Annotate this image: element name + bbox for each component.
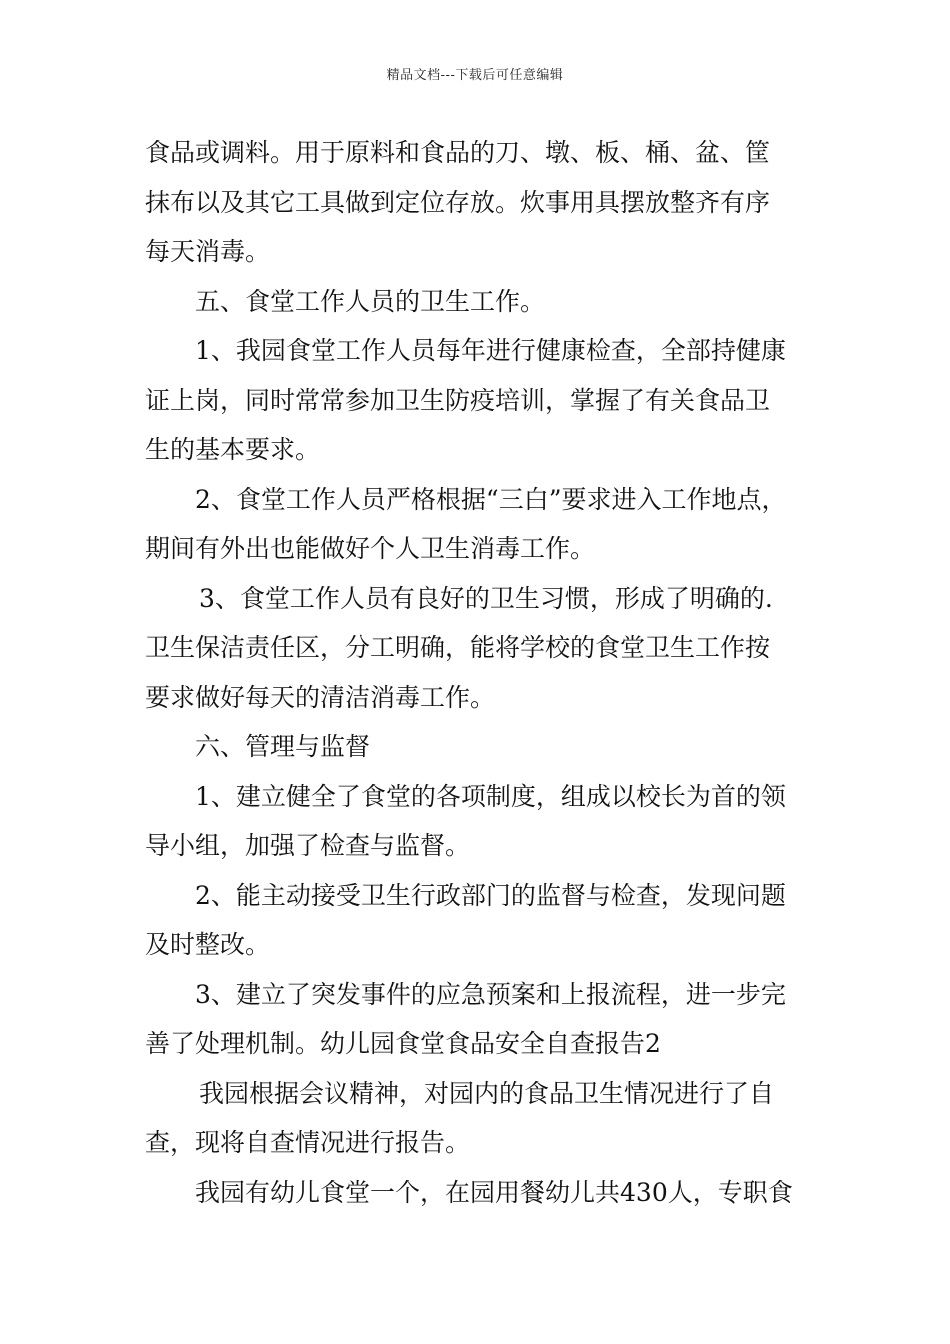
text-line: 食品或调料。用于原料和食品的刀、墩、板、桶、盆、筐 <box>145 138 771 167</box>
text-line: 1、建立健全了食堂的各项制度，组成以校长为首的领 <box>195 781 786 811</box>
section-heading: 五、食堂工作人员的卫生工作。 <box>195 286 546 316</box>
text-line: 2、食堂工作人员严格根据“三白”要求进入工作地点， <box>195 484 787 514</box>
section-heading: 六、管理与监督 <box>195 732 371 761</box>
text-line: 2、能主动接受卫生行政部门的监督与检查，发现问题 <box>195 880 786 910</box>
page-header: 精品文档---下载后可任意编辑 <box>386 68 564 83</box>
text-line: 证上岗，同时常常参加卫生防疫培训，掌握了有关食品卫 <box>145 385 771 415</box>
text-line: 要求做好每天的清洁消毒工作。 <box>145 682 496 712</box>
text-line: 导小组，加强了检查与监督。 <box>145 831 471 860</box>
text-line: 卫生保洁责任区，分工明确，能将学校的食堂卫生工作按 <box>145 633 771 662</box>
text-line: 抹布以及其它工具做到定位存放。炊事用具摆放整齐有序 <box>145 187 771 217</box>
text-line: 善了处理机制。幼儿园食堂食品安全自查报告2 <box>145 1029 661 1058</box>
text-line: 每天消毒。 <box>145 237 271 266</box>
text-line: 3、建立了突发事件的应急预案和上报流程，进一步完 <box>195 979 786 1009</box>
text-line: 我园有幼儿食堂一个，在园用餐幼儿共430人，专职食 <box>195 1177 793 1207</box>
text-line: 查，现将自查情况进行报告。 <box>145 1128 471 1157</box>
text-line: 1、我园食堂工作人员每年进行健康检查，全部持健康 <box>195 336 786 365</box>
text-line: 期间有外出也能做好个人卫生消毒工作。 <box>145 534 596 563</box>
document-body <box>145 128 815 1217</box>
text-line: 3、食堂工作人员有良好的卫生习惯，形成了明确的. <box>199 583 773 613</box>
text-line: 我园根据会议精神，对园内的食品卫生情况进行了自 <box>199 1078 775 1108</box>
text-line: 及时整改。 <box>145 930 271 959</box>
text-line: 生的基本要求。 <box>145 435 321 464</box>
